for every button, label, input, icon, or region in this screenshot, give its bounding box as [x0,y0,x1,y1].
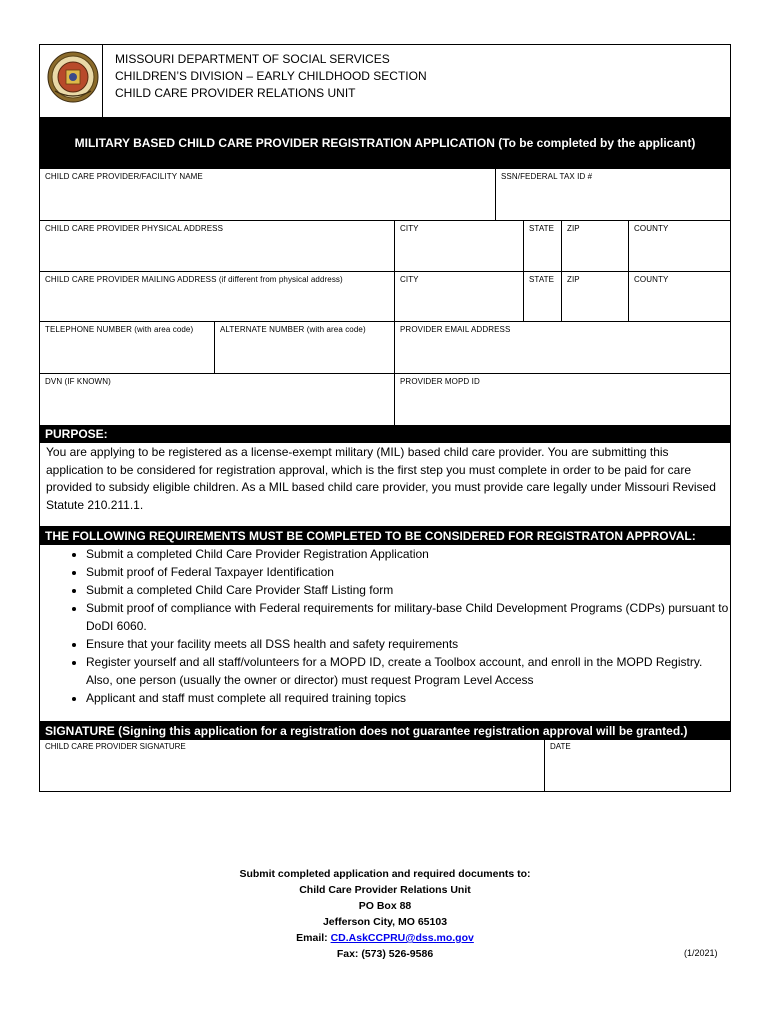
footer-line-3: PO Box 88 [358,900,412,912]
physical-county-field[interactable] [629,221,730,272]
mailing-county-field[interactable] [629,272,730,322]
footer-line-2: Child Care Provider Relations Unit [299,884,471,896]
signature-date-label: DATE [550,742,571,751]
footer-email-line [150,930,620,946]
signature-section [39,722,731,792]
mailing-city-field[interactable] [395,272,524,322]
mopd-id-label: PROVIDER MOPD ID [400,377,480,386]
physical-address-field[interactable] [40,221,395,272]
mailing-address-field[interactable] [40,272,395,322]
revision-date: (1/2021) [684,948,718,958]
requirement-item: • Submit a completed Child Care Provider Registration Application [86,545,730,563]
physical-state-field[interactable] [524,221,562,272]
requirements-section [39,527,731,722]
footer-line-1: Submit completed application and required documents to: [239,868,531,880]
requirement-item: • Submit a completed Child Care Provider Staff Listing form [86,581,730,599]
requirement-item: • Ensure that your facility meets all DSS health and safety requirements [86,635,730,653]
mailing-county-label: COUNTY [634,275,669,284]
facility-name-label: CHILD CARE PROVIDER/FACILITY NAME [45,172,203,181]
ssn-label: SSN/FEDERAL TAX ID # [501,172,593,181]
requirements-heading: THE FOLLOWING REQUIREMENTS MUST BE COMPLETED TO BE CONSIDERED FOR REGISTRATON APPROVAL: [40,527,730,545]
dvn-field[interactable] [40,374,395,425]
email-label: PROVIDER EMAIL ADDRESS [400,325,511,334]
email-prefix: Email: [296,932,331,944]
signature-heading: SIGNATURE (Signing this application for a registration does not guarantee registration approval will be granted.) [40,722,730,740]
physical-city-field[interactable] [395,221,524,272]
mailing-state-label: STATE [529,275,555,284]
purpose-heading: PURPOSE: [40,425,730,443]
email-field[interactable] [395,322,730,374]
signature-row [40,740,730,792]
agency-line-2: CHILDREN’S DIVISION – EARLY CHILDHOOD SECTION [115,69,427,83]
requirements-list [40,545,730,709]
purpose-text: You are applying to be registered as a license-exempt military (MIL) based child care provider. You are submitting this application to be considered for registration approval, which is the first step you must complete in order to be paid for care provided to subsidy eligible children. As a MIL based child care provider, you must provide care legally under Missouri Revised Statute 210.211.1. [46,445,716,512]
seal-box [40,45,103,117]
mailing-address-label: CHILD CARE PROVIDER MAILING ADDRESS (if different from physical address) [45,275,343,284]
requirement-item: • Submit proof of compliance with Federal requirements for military-base Child Development Programs (CDPs) pursuant to DoDI 6060. [86,599,730,635]
signature-date-field[interactable] [545,740,730,792]
facility-name-field[interactable] [40,169,496,221]
physical-address-label: CHILD CARE PROVIDER PHYSICAL ADDRESS [45,224,224,233]
email-link[interactable]: CD.AskCCPRU@dss.mo.gov [330,932,474,944]
agency-block [115,51,427,102]
telephone-label: TELEPHONE NUMBER (with area code) [45,325,194,334]
physical-zip-label: ZIP [567,224,580,233]
mailing-zip-field[interactable] [562,272,629,322]
header [39,44,731,117]
provider-signature-field[interactable] [40,740,545,792]
mailing-city-label: CITY [400,275,419,284]
form-title: MILITARY BASED CHILD CARE PROVIDER REGISTRATION APPLICATION (To be completed by the applicant) [39,117,731,169]
mopd-id-field[interactable] [395,374,730,425]
mailing-zip-label: ZIP [567,275,580,284]
submission-info [150,866,620,962]
alternate-number-field[interactable] [215,322,395,374]
telephone-field[interactable] [40,322,215,374]
dvn-label: DVN (IF KNOWN) [45,377,111,386]
missouri-seal-icon [47,51,99,103]
physical-county-label: COUNTY [634,224,669,233]
footer-line-4: Jefferson City, MO 65103 [322,916,448,928]
physical-city-label: CITY [400,224,419,233]
mailing-state-field[interactable] [524,272,562,322]
agency-line-3: CHILD CARE PROVIDER RELATIONS UNIT [115,86,356,100]
purpose-section [39,425,731,527]
provider-signature-label: CHILD CARE PROVIDER SIGNATURE [45,742,186,751]
requirement-item: • Submit proof of Federal Taxpayer Identification [86,563,730,581]
requirement-item: • Register yourself and all staff/volunteers for a MOPD ID, create a Toolbox account, and enroll in the MOPD Registry. Also, one person (usually the owner or director) must request Program Level Access [86,653,730,689]
alternate-number-label: ALTERNATE NUMBER (with area code) [220,325,366,334]
physical-zip-field[interactable] [562,221,629,272]
agency-line-1: MISSOURI DEPARTMENT OF SOCIAL SERVICES [115,52,390,66]
ssn-field[interactable] [496,169,730,221]
requirement-item: • Applicant and staff must complete all required training topics [86,689,730,707]
footer-fax: Fax: (573) 526-9586 [336,948,434,960]
physical-state-label: STATE [529,224,555,233]
provider-info-grid [39,169,731,425]
